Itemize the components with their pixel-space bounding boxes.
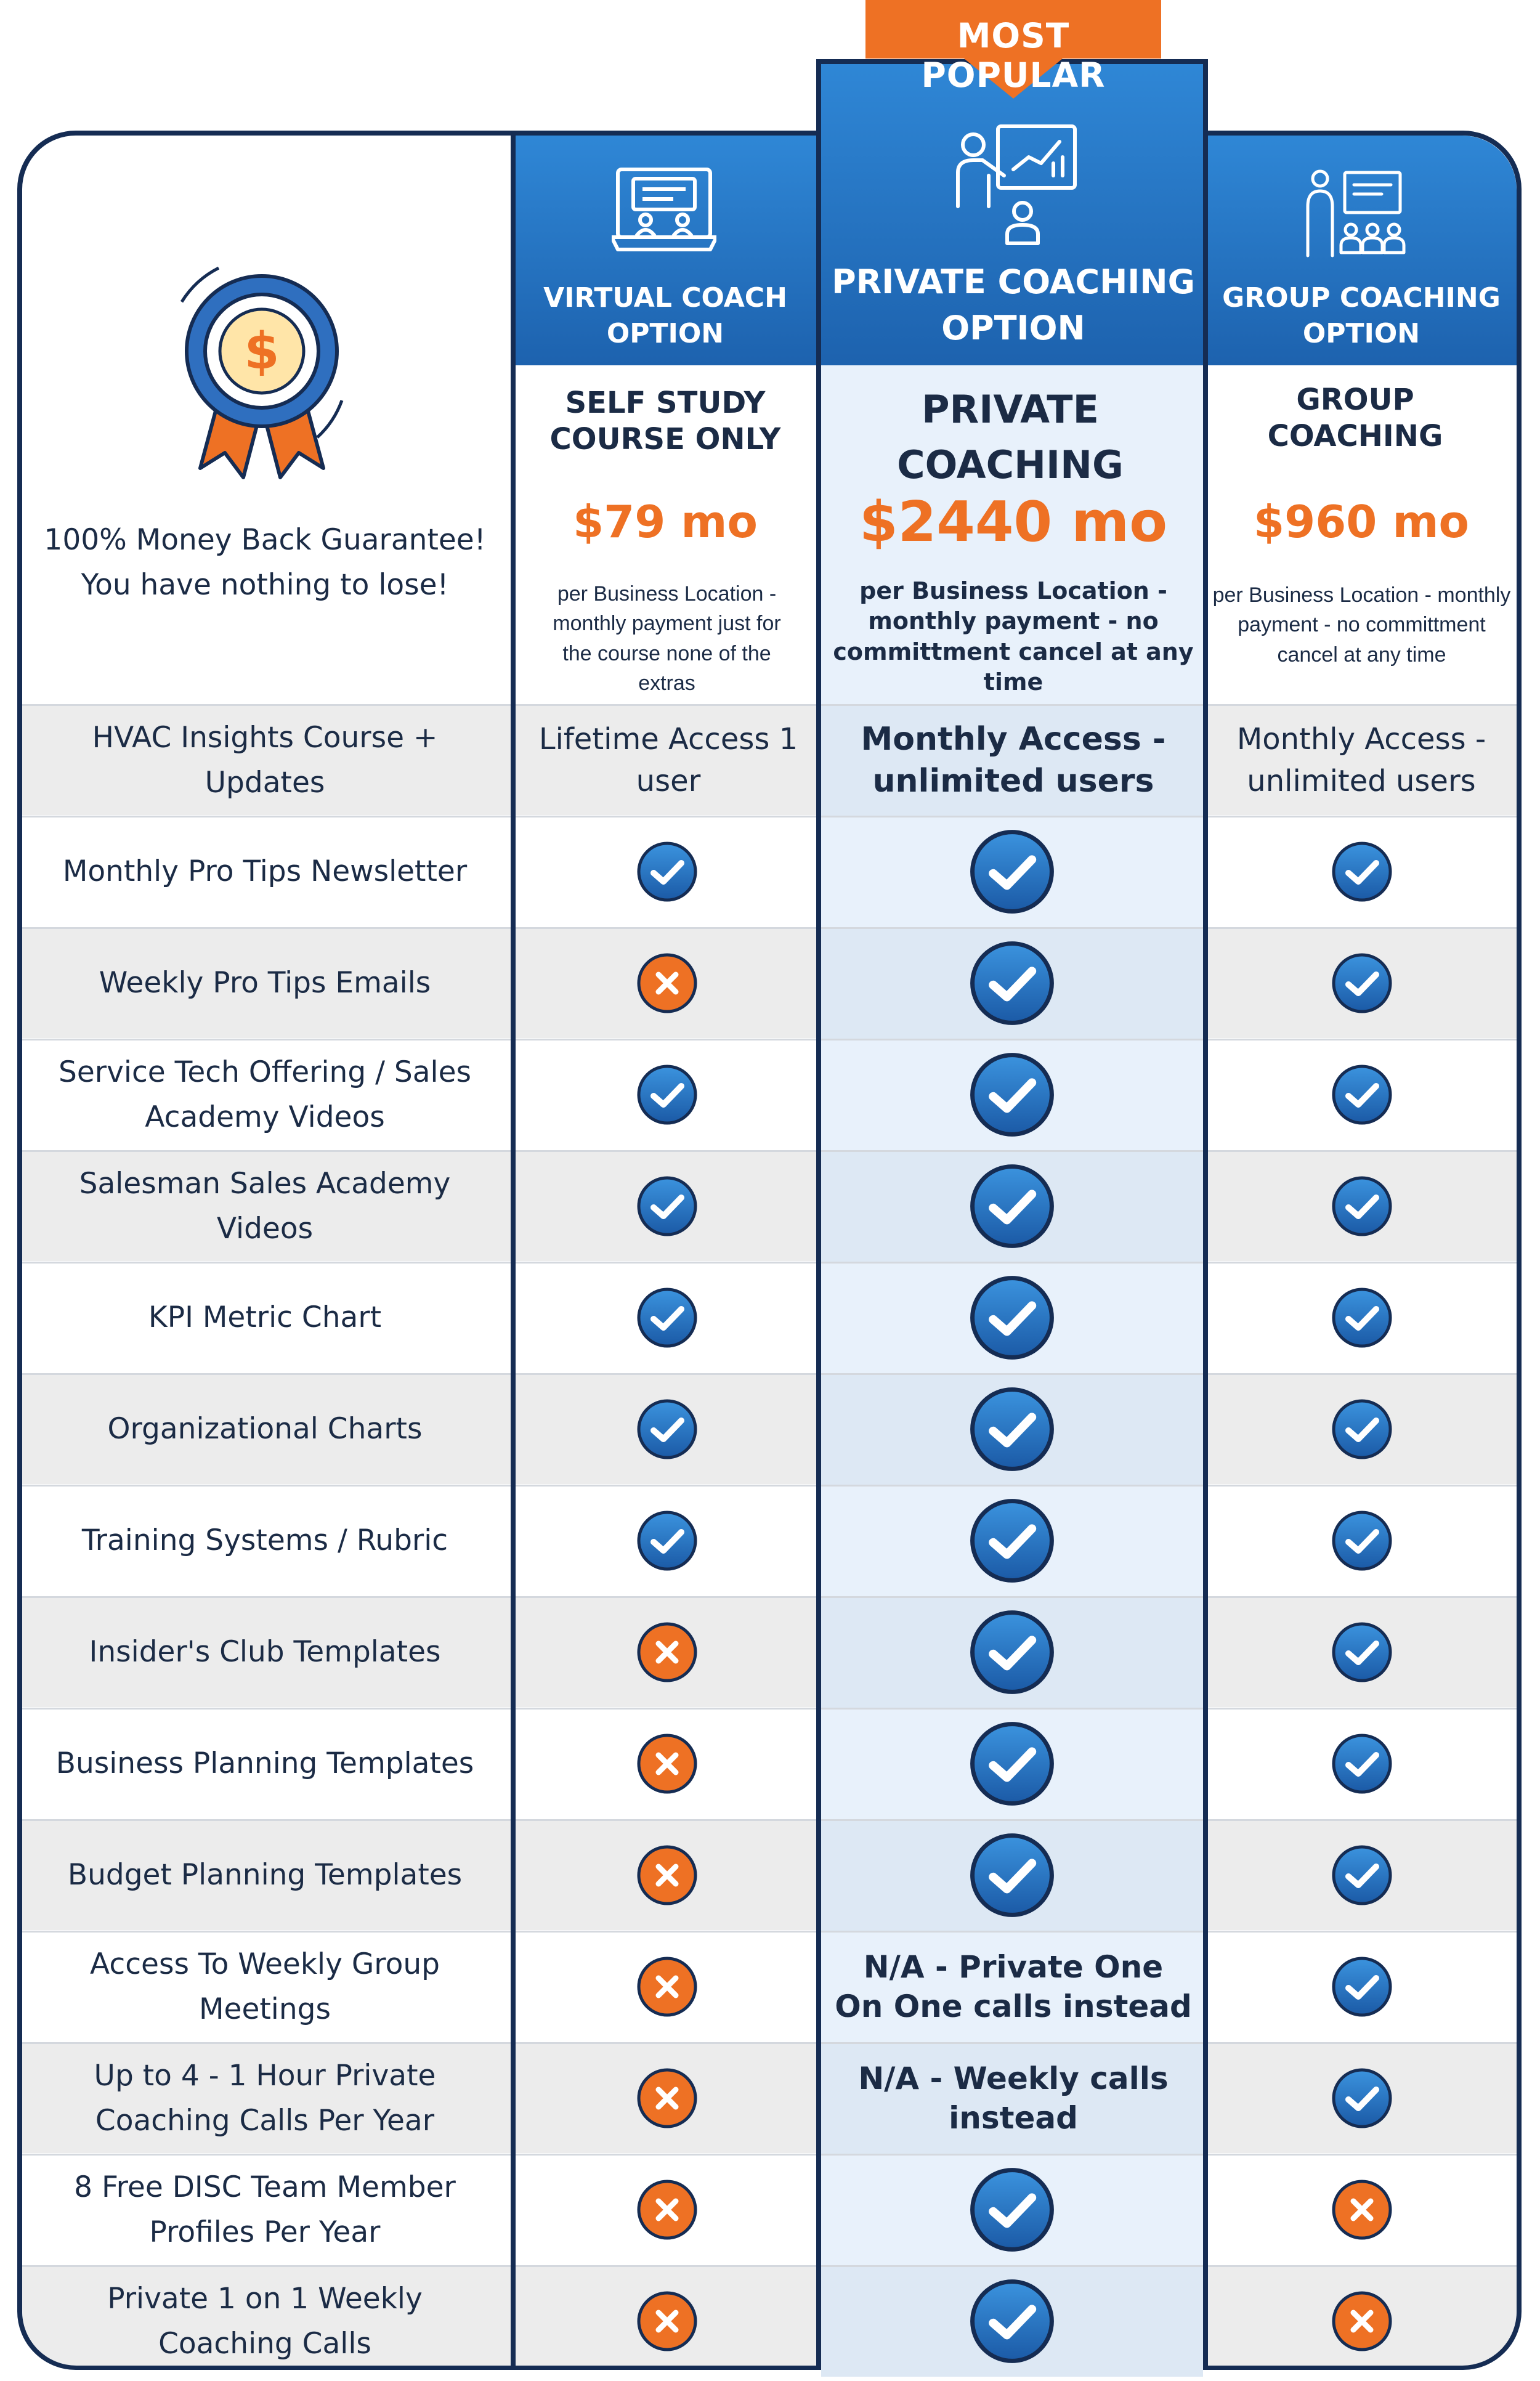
feature-label: Business Planning Templates (55, 1746, 474, 1780)
group-coaching-header-title: GROUP COACHING OPTION (1222, 282, 1501, 349)
access-cell-text: Lifetime Access 1 user (538, 721, 798, 798)
cross-icon (1331, 2179, 1393, 2241)
private-coaching-price-note: per Business Location - monthly payment - no committment cancel at any time (833, 577, 1194, 696)
virtual-coach-header-title: VIRTUAL COACH OPTION (543, 282, 787, 349)
checkmark-icon (969, 1498, 1055, 1584)
checkmark-icon (636, 1064, 698, 1126)
cross-icon (636, 1733, 698, 1795)
cross-icon (636, 952, 698, 1014)
feature-label: Weekly Pro Tips Emails (99, 966, 431, 1000)
checkmark-icon (969, 1386, 1055, 1472)
feature-label: Salesman Sales Academy Videos (79, 1166, 451, 1246)
money-back-medal-icon (163, 265, 360, 487)
laptop-course-icon (612, 163, 716, 262)
checkmark-icon (1331, 1175, 1393, 1237)
virtual-coach-price: $79 mo (573, 496, 758, 548)
cross-icon (636, 1956, 698, 2018)
most-popular-label: MOST POPULAR (921, 16, 1106, 95)
cross-icon (636, 1844, 698, 1906)
virtual-coach-plan-name: SELF STUDY COURSE ONLY (549, 386, 781, 456)
access-cell-text: Monthly Access - unlimited users (1236, 721, 1486, 798)
divider-popular-right (1203, 59, 1208, 2366)
group-coaching-price-note: per Business Location - monthly payment - no committment cancel at any time (1212, 583, 1511, 667)
checkmark-icon (1331, 1398, 1393, 1460)
checkmark-icon (969, 1832, 1055, 1918)
cross-icon (636, 1621, 698, 1683)
presenter-chart-icon (946, 120, 1081, 249)
cross-icon (1331, 2290, 1393, 2352)
checkmark-icon (969, 829, 1055, 915)
cross-icon (636, 2179, 698, 2241)
group-coaching-plan-name: GROUP COACHING (1267, 383, 1443, 453)
checkmark-icon (969, 1052, 1055, 1138)
checkmark-icon (1331, 1844, 1393, 1906)
virtual-coach-price-note: per Business Location - monthly payment just for the course none of the extras (553, 582, 781, 695)
checkmark-icon (1331, 841, 1393, 903)
group-presentation-icon (1302, 163, 1406, 262)
checkmark-icon (1331, 1733, 1393, 1795)
checkmark-icon (969, 1609, 1055, 1695)
feature-label: Insider's Club Templates (89, 1635, 441, 1669)
feature-label: Training Systems / Rubric (81, 1523, 448, 1557)
feature-label: Monthly Pro Tips Newsletter (62, 854, 468, 888)
checkmark-icon (636, 1175, 698, 1237)
checkmark-icon (636, 1287, 698, 1349)
checkmark-icon (969, 2167, 1055, 2253)
checkmark-icon (1331, 1621, 1393, 1683)
checkmark-icon (969, 2278, 1055, 2364)
feature-label: Private 1 on 1 Weekly Coaching Calls (107, 2281, 423, 2361)
svg-text:$: $ (244, 322, 280, 381)
checkmark-icon (969, 940, 1055, 1026)
divider-left (511, 136, 516, 2366)
cross-icon (636, 2290, 698, 2352)
checkmark-icon (1331, 2067, 1393, 2129)
popular-cell-note: N/A - Weekly calls instead (858, 2060, 1169, 2136)
checkmark-icon (1331, 1956, 1393, 2018)
checkmark-icon (969, 1721, 1055, 1807)
feature-label: Organizational Charts (107, 1412, 423, 1446)
checkmark-icon (1331, 1287, 1393, 1349)
cross-icon (636, 2067, 698, 2129)
private-coaching-plan-name: PRIVATE COACHING (897, 387, 1124, 487)
checkmark-icon (969, 1275, 1055, 1361)
checkmark-icon (1331, 1064, 1393, 1126)
money-back-guarantee-text: 100% Money Back Guarantee! You have nothing to lose! (44, 523, 486, 602)
feature-label: Budget Planning Templates (67, 1858, 463, 1892)
private-coaching-header-title: PRIVATE COACHING OPTION (832, 262, 1195, 347)
feature-label: HVAC Insights Course + Updates (92, 720, 438, 800)
divider-popular-left (816, 59, 821, 2366)
feature-label: Up to 4 - 1 Hour Private Coaching Calls Per Year (94, 2058, 436, 2138)
checkmark-icon (636, 841, 698, 903)
group-coaching-price: $960 mo (1254, 496, 1469, 548)
checkmark-icon (1331, 952, 1393, 1014)
access-cell-text: Monthly Access - unlimited users (861, 720, 1166, 800)
checkmark-icon (969, 1163, 1055, 1249)
private-coaching-price: $2440 mo (859, 490, 1168, 554)
feature-label: Access To Weekly Group Meetings (90, 1947, 440, 2026)
feature-label: 8 Free DISC Team Member Profiles Per Year (74, 2170, 456, 2249)
checkmark-icon (1331, 1510, 1393, 1572)
feature-label: KPI Metric Chart (148, 1300, 382, 1334)
popular-cell-note: N/A - Private One On One calls instead (835, 1949, 1192, 2024)
feature-label: Service Tech Offering / Sales Academy Videos (59, 1055, 471, 1134)
checkmark-icon (636, 1510, 698, 1572)
checkmark-icon (636, 1398, 698, 1460)
